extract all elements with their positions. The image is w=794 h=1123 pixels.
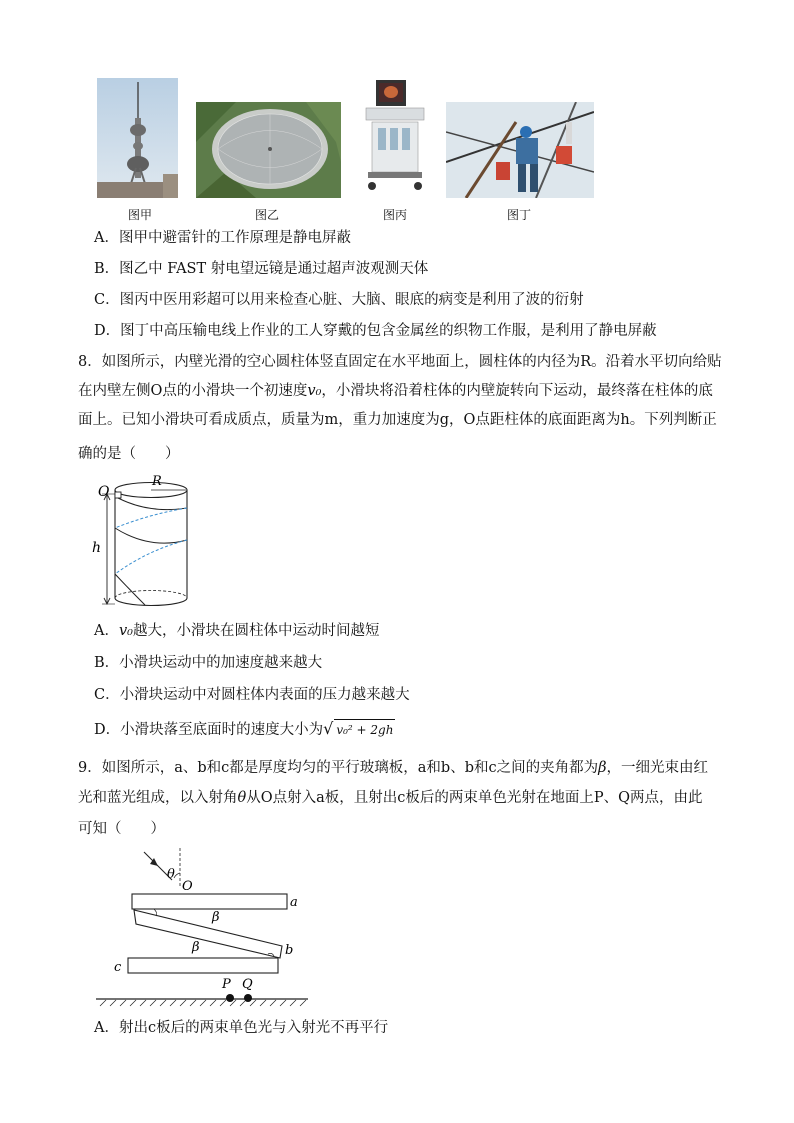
q8-option-b: B．小滑块运动中的加速度越来越大 (94, 655, 323, 671)
q9-fig-label-beta1: β (212, 910, 220, 925)
q9-stem-line-2 (78, 788, 703, 808)
q8-stem-line-3: 面上。已知小滑块可看成质点，质量为m，重力加速度为g，O点距柱体的底面距离为h。下列判断正 (78, 412, 717, 428)
point-p-marker (226, 994, 234, 1002)
q8-option-a-label: A． (94, 623, 119, 639)
caption-fig-ding: 图丁 (506, 208, 531, 222)
q8-cylinder-diagram (90, 470, 200, 612)
q7-option-a: A．图甲中避雷针的工作原理是静电屏蔽 (94, 230, 351, 246)
caption-fig-yi: 图乙 (254, 208, 279, 222)
q9-stem-text: 光和蓝光组成，以入射角 (78, 790, 238, 806)
caption-fig-jia: 图甲 (127, 208, 152, 222)
q8-option-d-formula: v₀² + 2gh (334, 719, 395, 740)
q9-stem-text: 9．如图所示，a、b和c都是厚度均匀的平行玻璃板，a和b、b和c之间的夹角都为 (78, 760, 599, 776)
q9-fig-label-theta: θ (167, 867, 175, 882)
q8-option-c: C．小滑块运动中对圆柱体内表面的压力越来越大 (94, 687, 410, 703)
q9-stem-text: 从O点射入a板，且射出c板后的两束单色光射在地面上P、Q两点，由此 (246, 790, 703, 806)
q9-beta-symbol: β (598, 760, 607, 776)
q9-theta-symbol: θ (237, 790, 247, 806)
photo-tv-tower (97, 78, 178, 198)
q8-v0-symbol: v₀ (307, 383, 322, 399)
q8-fig-label-o: O (98, 484, 110, 500)
q8-stem-text: ，小滑块将沿着柱体的内壁旋转向下运动，最终落在柱体的底 (321, 383, 713, 399)
q8-option-d (94, 719, 395, 740)
q8-option-a (94, 621, 380, 641)
q8-stem-line-2 (78, 381, 713, 401)
q9-stem-line-3: 可知（ ） (78, 821, 165, 837)
point-q-marker (244, 994, 252, 1002)
sqrt-sign-icon: √ (323, 719, 334, 738)
q8-option-a-v0: v₀ (118, 623, 133, 639)
q9-glass-plates-diagram (96, 846, 316, 1008)
q8-stem-line-4: 确的是（ ） (78, 446, 180, 462)
photo-fast-telescope (196, 102, 341, 198)
q8-option-a-text: 越大，小滑块在圆柱体中运动时间越短 (133, 623, 380, 639)
q9-fig-label-a: a (290, 895, 298, 910)
photo-ultrasound (362, 78, 430, 198)
q8-stem-text: 在内壁左侧O点的小滑块一个初速度 (78, 383, 308, 399)
q9-fig-label-q: Q (242, 977, 253, 992)
q9-fig-label-c: c (114, 960, 122, 975)
q9-fig-label-p: P (222, 977, 231, 992)
q9-fig-label-beta2: β (192, 940, 200, 955)
q8-stem-line-1: 8．如图所示，内壁光滑的空心圆柱体竖直固定在水平地面上，圆柱体的内径为R。沿着水平切向给贴 (78, 354, 722, 370)
q9-stem-text: ，一细光束由红 (606, 760, 708, 776)
q9-fig-label-b: b (285, 943, 294, 958)
q8-option-d-text: D．小滑块落至底面时的速度大小为 (94, 722, 324, 738)
photo-lineworker (446, 102, 594, 198)
q9-fig-label-o: O (182, 879, 193, 894)
q9-stem-line-1 (78, 758, 708, 778)
q8-fig-label-r: R (152, 474, 162, 489)
q8-fig-label-h: h (92, 540, 102, 556)
q7-option-c: C．图丙中医用彩超可以用来检查心脏、大脑、眼底的病变是利用了波的衍射 (94, 292, 584, 308)
q7-option-d: D．图丁中高压输电线上作业的工人穿戴的包含金属丝的织物工作服，是利用了静电屏蔽 (94, 323, 657, 339)
q7-option-b: B．图乙中 FAST 射电望远镜是通过超声波观测天体 (94, 261, 429, 277)
caption-fig-bing: 图丙 (382, 208, 407, 222)
q9-option-a: A．射出c板后的两束单色光与入射光不再平行 (94, 1020, 389, 1036)
